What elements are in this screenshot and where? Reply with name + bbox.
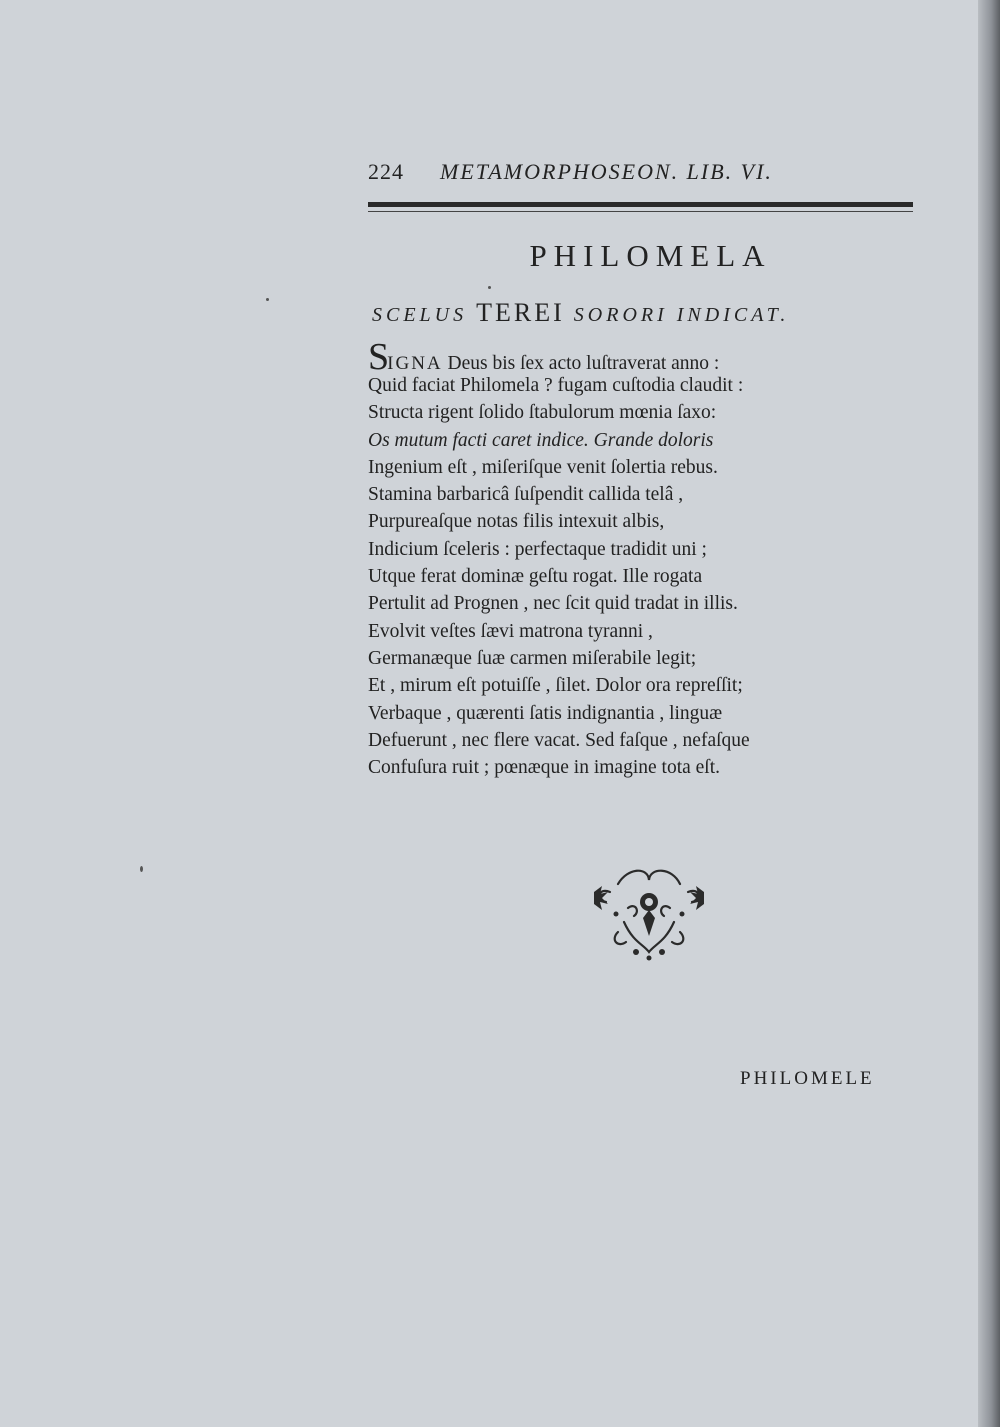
section-title: PHILOMELA bbox=[529, 238, 772, 273]
verse-line: Stamina barbaricâ ſuſpendit callida telâ , bbox=[368, 484, 684, 506]
paper-speck bbox=[140, 866, 143, 872]
verse-line: Purpureaſque notas filis intexuit albis, bbox=[368, 511, 665, 533]
verse-line: Verbaque , quærenti ſatis indignantia , linguæ bbox=[368, 702, 723, 724]
page-number: 224 bbox=[368, 159, 404, 184]
paper-speck bbox=[488, 286, 491, 289]
catchword: PHILOMELE bbox=[740, 1068, 875, 1089]
verse-line: Indicium ſceleris : perfectaque tradidit uni ; bbox=[368, 538, 707, 560]
verse-line: Evolvit veſtes ſævi matrona tyranni , bbox=[368, 620, 653, 642]
verse-line bbox=[368, 336, 928, 378]
running-head bbox=[368, 155, 913, 191]
verse-line: Os mutum facti caret indice. Grande doloris bbox=[368, 429, 714, 451]
verse-line-text: Deus bis ſex acto luſtraverat anno : bbox=[442, 353, 720, 374]
subtitle-word-scelus: SCELUS bbox=[372, 304, 468, 326]
subtitle-word-terei: TEREI bbox=[476, 298, 565, 327]
verse-line: Utque ferat dominæ geſtu rogat. Ille rogata bbox=[368, 566, 703, 588]
verse-line: Et , mirum eſt potuiſſe , ſilet. Dolor ora repreſſit; bbox=[368, 675, 743, 697]
small-caps-word: IGNA bbox=[387, 353, 443, 374]
verse-line: Structa rigent ſolido ſtabulorum mœnia ſaxo: bbox=[368, 402, 717, 424]
running-title: METAMORPHOSEON. LIB. VI. bbox=[440, 159, 773, 184]
drop-capital: S bbox=[368, 336, 390, 378]
verse-line: Quid faciat Philomela ? fugam cuſtodia claudit : bbox=[368, 375, 744, 396]
section-subtitle bbox=[372, 298, 917, 328]
header-rule-thin bbox=[368, 211, 913, 212]
subtitle-word-sorori: SORORI INDICAT. bbox=[573, 304, 790, 326]
verse-line: Confuſura ruit ; pœnæque in imagine tota eſt. bbox=[368, 757, 721, 779]
paper-speck bbox=[266, 298, 269, 301]
page-gutter-shadow bbox=[978, 0, 1000, 1427]
verse-line: Pertulit ad Prognen , nec ſcit quid tradat in illis. bbox=[368, 593, 738, 615]
verse-line: Ingenium eſt , miſeriſque venit ſolertia rebus. bbox=[368, 456, 718, 478]
header-rule-thick bbox=[368, 202, 913, 207]
verse-line: Germanæque ſuæ carmen miſerabile legit; bbox=[368, 647, 697, 669]
floral-tailpiece-icon bbox=[588, 862, 710, 962]
verse-line: Defuerunt , nec flere vacat. Sed faſque , nefaſque bbox=[368, 729, 750, 751]
verse-block bbox=[368, 336, 928, 781]
